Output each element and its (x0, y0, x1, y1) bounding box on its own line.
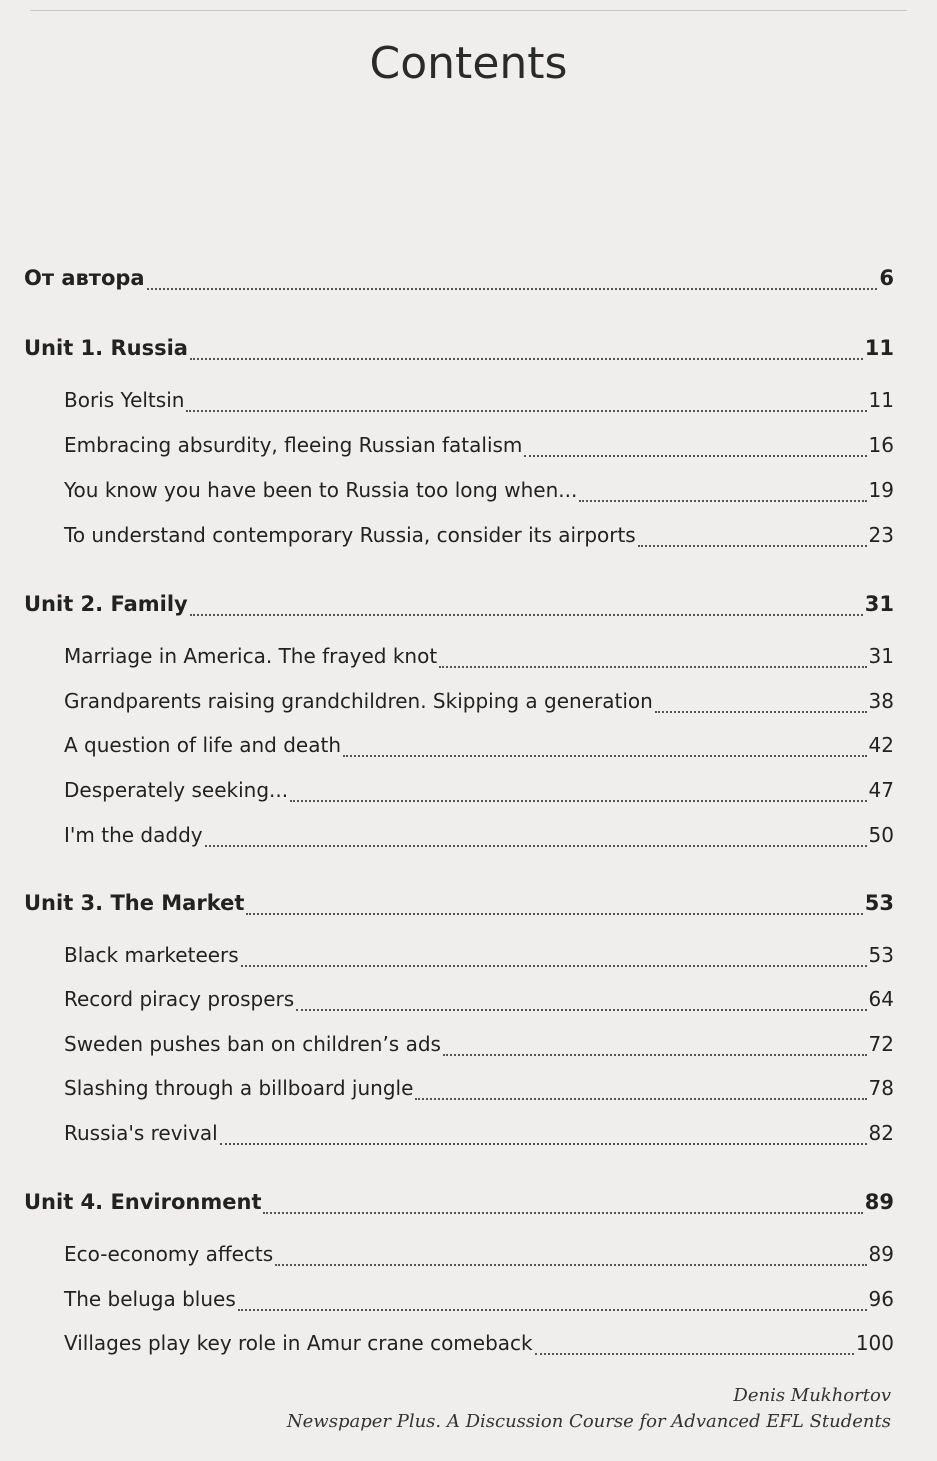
toc-unit-1 (24, 336, 894, 368)
toc-entry-page: 16 (868, 433, 894, 457)
toc-entry-page: 100 (855, 1331, 894, 1355)
toc-entry (64, 1121, 894, 1153)
toc-entry (64, 644, 894, 676)
toc-entry-label: Slashing through a billboard jungle (64, 1076, 414, 1100)
toc-entry-page: 42 (868, 733, 894, 757)
toc-entry (64, 433, 894, 465)
toc-entry-label: Sweden pushes ban on children’s ads (64, 1032, 441, 1056)
toc-entry-label: От автора (24, 266, 145, 290)
toc-unit-3 (24, 891, 894, 923)
dot-leader (290, 800, 866, 802)
top-rule (30, 10, 907, 11)
toc-entry-page: 47 (868, 778, 894, 802)
toc-entry-label: Villages play key role in Amur crane comeback (64, 1331, 533, 1355)
toc-entry-page: 96 (868, 1287, 894, 1311)
toc-entry-label: Grandparents raising grandchildren. Skipping a generation (64, 689, 653, 713)
toc-entry-label: Boris Yeltsin (64, 388, 185, 412)
dot-leader (190, 358, 863, 360)
toc-entry (64, 523, 894, 555)
toc-entry (64, 388, 894, 420)
toc-entry-label: Russia's revival (64, 1121, 218, 1145)
toc-entry (64, 1331, 894, 1363)
toc-entry-label: Black marketeers (64, 943, 239, 967)
toc-entry (64, 1287, 894, 1319)
toc-entry (64, 778, 894, 810)
page-title: Contents (369, 38, 568, 89)
toc-entry (64, 1076, 894, 1108)
toc-entry-page: 19 (868, 478, 894, 502)
dot-leader (443, 1054, 867, 1056)
toc-entry-label: Marriage in America. The frayed knot (64, 644, 438, 668)
toc-unit-2 (24, 592, 894, 624)
footer-author: Denis Mukhortov (733, 1385, 891, 1406)
dot-leader (147, 288, 878, 290)
dot-leader (263, 1212, 862, 1214)
dot-leader (190, 614, 863, 616)
toc-entry-preface (24, 266, 894, 298)
toc-entry (64, 987, 894, 1019)
dot-leader (655, 711, 867, 713)
toc-entry-page: 23 (868, 523, 894, 547)
toc-entry-page: 82 (868, 1121, 894, 1145)
toc-entry (64, 1032, 894, 1064)
toc-entry-page: 50 (868, 823, 894, 847)
dot-leader (246, 913, 862, 915)
toc-entry (64, 478, 894, 510)
toc-entry-page: 72 (868, 1032, 894, 1056)
toc-entry-page: 6 (879, 266, 894, 290)
dot-leader (238, 1309, 867, 1311)
dot-leader (186, 410, 866, 412)
toc-entry-label: A question of life and death (64, 733, 342, 757)
toc-entry (64, 689, 894, 721)
toc-entry-label: I'm the daddy (64, 823, 203, 847)
toc-entry-page: 89 (868, 1242, 894, 1266)
dot-leader (241, 965, 867, 967)
toc-entry-label: Unit 4. Environment (24, 1190, 262, 1214)
dot-leader (535, 1353, 854, 1355)
footer-book-title: Newspaper Plus. A Discussion Course for Advanced EFL Students (286, 1411, 891, 1432)
toc-entry-page: 53 (868, 943, 894, 967)
toc-entry-label: Desperately seeking... (64, 778, 289, 802)
toc-entry-label: To understand contemporary Russia, consider its airports (64, 523, 636, 547)
toc-entry-label: You know you have been to Russia too long when... (64, 478, 578, 502)
dot-leader (638, 545, 867, 547)
toc-entry-page: 31 (868, 644, 894, 668)
toc-entry-label: The beluga blues (64, 1287, 236, 1311)
toc-entry-page: 89 (864, 1190, 894, 1214)
dot-leader (220, 1143, 867, 1145)
dot-leader (415, 1098, 866, 1100)
toc-entry-label: Embracing absurdity, fleeing Russian fatalism (64, 433, 523, 457)
dot-leader (439, 666, 866, 668)
toc-entry-label: Record piracy prospers (64, 987, 295, 1011)
toc-entry (64, 943, 894, 975)
toc-entry-label: Unit 3. The Market (24, 891, 245, 915)
toc-entry-page: 31 (864, 592, 894, 616)
toc-entry-page: 38 (868, 689, 894, 713)
toc-entry-page: 11 (864, 336, 894, 360)
toc-entry-page: 11 (868, 388, 894, 412)
toc-unit-4 (24, 1190, 894, 1222)
toc-entry-label: Unit 1. Russia (24, 336, 188, 360)
toc-entry-page: 53 (864, 891, 894, 915)
dot-leader (343, 755, 867, 757)
toc-entry (64, 823, 894, 855)
dot-leader (296, 1009, 866, 1011)
toc-entry-page: 64 (868, 987, 894, 1011)
toc-entry-label: Unit 2. Family (24, 592, 188, 616)
dot-leader (205, 845, 867, 847)
dot-leader (524, 455, 866, 457)
dot-leader (579, 500, 866, 502)
toc-entry (64, 733, 894, 765)
dot-leader (275, 1264, 866, 1266)
toc-entry (64, 1242, 894, 1274)
toc-entry-page: 78 (868, 1076, 894, 1100)
toc-entry-label: Eco-economy affects (64, 1242, 274, 1266)
